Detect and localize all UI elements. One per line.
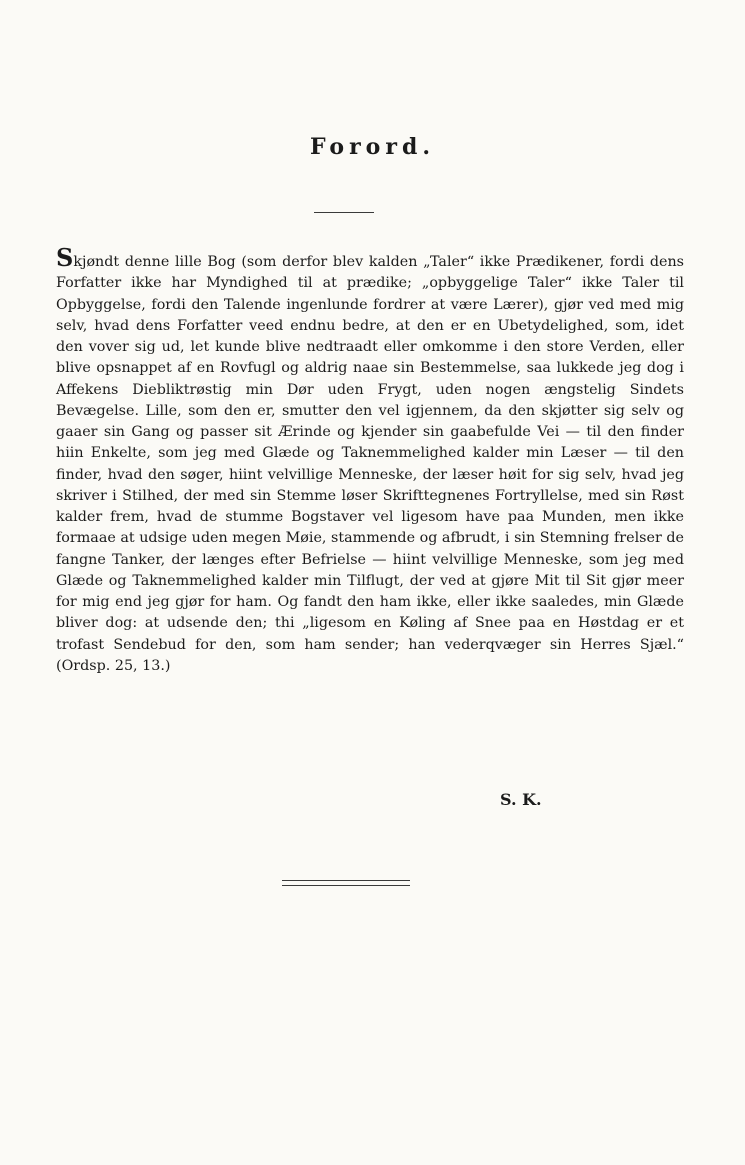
page-title: Forord.: [310, 134, 435, 160]
preface-paragraph: [56, 243, 684, 677]
author-signature: S. K.: [500, 790, 542, 809]
preface-text: kjøndt denne lille Bog (som derfor blev kalden „Taler“ ikke Prædikener, fordi dens Forfatter ikke har Myndighed til at prædike; „opbyggelige Taler“ ikke Taler til Opbyggelse, fordi den Talende ingenlunde fordrer at være Lærer), gjør ved med mig selv, hvad dens Forfatter veed endnu bedre, at den er en Ubetydelighed, som, idet den vover sig ud, let kunde blive nedtraadt eller omkomme i den store Verden, eller blive opsnappet af en Rovfugl og aldrig naae sin Bestemmelse, saa lukkede jeg dog i Affekens Diebliktrøstig min Dør uden Frygt, uden nogen ængstelig Sindets Bevægelse. Lille, som den er, smutter den vel igjennem, da den skjøtter sig selv og gaaer sin Gang og passer sit Ærinde og kjender sin gaabefulde Vei — til den finder hiin Enkelte, som jeg med Glæde og Taknemmelighed kalder min Læser — til den finder, hvad den søger, hiint velvillige Menneske, der læser høit for sig selv, hvad jeg skriver i Stilhed, der med sin Stemme løser Skrifttegnenes Fortryllelse, med sin Røst kalder frem, hvad de stumme Bogstaver vel ligesom have paa Munden, men ikke formaae at udsige uden megen Møie, stammende og afbrudt, i sin Stemning frelser de fangne Tanker, der længes efter Befrielse — hiint velvillige Menneske, som jeg med Glæde og Taknemmelighed kalder min Tilflugt, der ved at gjøre Mit til Sit gjør meer for mig end jeg gjør for ham. Og fandt den ham ikke, eller ikke saaledes, min Glæde bliver dog: at udsende den; thi „ligesom en Køling af Snee paa en Høstdag er et trofast Sendebud for den, som ham sender; han vederqvæger sin Herres Sjæl.“ (Ordsp. 25, 13.): [56, 254, 684, 674]
title-divider: [314, 212, 374, 213]
closing-double-rule: [282, 880, 410, 886]
drop-cap: S: [56, 243, 74, 272]
